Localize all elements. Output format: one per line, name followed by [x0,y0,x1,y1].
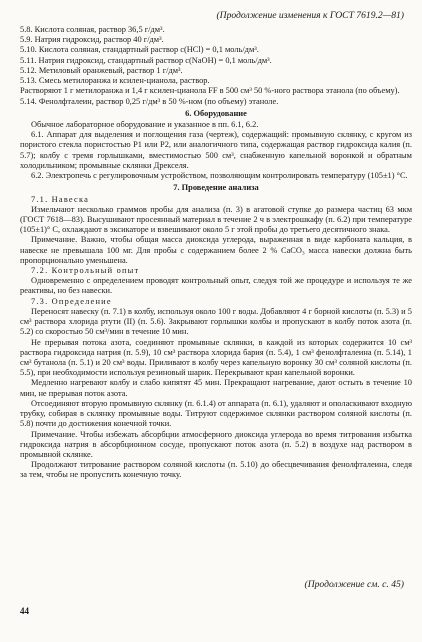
note-7-3: Примечание. Чтобы избежать абсорбции атмосферного диоксида углерода во время титрования избытка гидроксида натрия в абсорбционном сосуде, пропускают поток азота (п. 5.2) в воздухе над раствором в промывной склянке. [20,429,412,459]
item-5-8: 5.8. Кислота соляная, раствор 36,5 г/дм³. [20,25,165,34]
equipment-intro: Обычное лабораторное оборудование и указанное в пп. 6.1, 6.2. [31,119,259,129]
item-7-3-title: 7.3. Определение [31,296,112,306]
continuation-header: (Продолжение изменения к ГОСТ 7619.2—81) [216,10,404,21]
item-5-13: 5.13. Смесь метилоранжа и ксилен-цианола, раствор. [20,76,210,86]
page-number: 44 [20,606,29,616]
note-7-1: Примечание. Важно, чтобы общая масса диоксида углерода, выраженная в виде карбоната кальция, в навеске не превышала 100 мг. Для пробы с содержанием более 2 % CaCO₃ масса навески должна быть пропорционально уменьшена. [20,235,412,265]
item-5-13-text: Растворяют 1 г метилоранжа и 1,4 г ксилен-цианола FF в 500 см³ 50 %-ного раствора этанола (по объему). [20,86,400,96]
item-7-3-text-5: Продолжают титрование раствором соляной кислоты (п. 5.10) до обесцвечивания фенолфталеина, следя за тем, чтобы не пропустить конечную точку. [20,460,412,480]
item-7-1-title: 7.1. Навеска [31,194,90,204]
section-6-heading: 6. Оборудование [185,108,247,118]
item-5-11: 5.11. Натрия гидроксид, стандартный раствор c(NaOH) = 0,1 моль/дм³. [20,55,272,65]
item-5-12: 5.12. Метиловый оранжевый, раствор 1 г/дм³. [20,65,183,75]
section-7-heading: 7. Проведение анализа [173,183,259,193]
item-6-2: 6.2. Электропечь с регулировочным устройством, позволяющим контролировать температуру (105±1) °С. [31,171,408,181]
item-7-3-text-4: Отсоединяют вторую промывную склянку (п. 6.1.4) от аппарата (п. 6.1), удаляют и ополаскивают входную трубку, собирая в склянку промывные воды. Титруют содержимое склянки раствором соляной кислоты (п. 5.8) почти до достижения конечной точки. [20,398,412,429]
item-7-3-text-1: Переносят навеску (п. 7.1) в колбу, используя около 100 г воды. Добавляют 4 г борной кислоты (п. 5.3) и 5 см³ раствора хлорида ртути (II) (п. 5.6). Закрывают горлышки колбы и пропускают в колбу поток азота (п. 5.2) со скоростью 50 см³/мин в течение 10 мин. [20,306,412,337]
item-7-1-text: Измельчают несколько граммов пробы для анализа (п. 3) в агатовой ступке до размера частиц 63 мкм (ГОСТ 7618—83). Высушивают просеянный материал в течение 2 ч в электрошкафу (п. 6.2) при температуре (105±1)° С, охлаждают в эксикаторе и взвешивают около 5 г этой пробы до третьего десятичного знака. [20,204,412,235]
item-5-10: 5.10. Кислота соляная, стандартный раствор c(HCl) = 0,1 моль/дм³. [20,45,259,55]
continuation-footer: (Продолжение см. с. 45) [304,579,404,590]
document-body [20,25,412,481]
item-7-2-text: Одновременно с определением проводят контрольный опыт, следуя той же процедуре и используя те же реактивы, но без навески. [20,276,412,296]
item-7-2-title: 7.2. Контрольный опыт [31,266,140,276]
item-5-14: 5.14. Фенолфталеин, раствор 0,25 г/дм³ в 50 %-ном (по объему) этаноле. [20,96,279,106]
item-7-3-text-3: Медленно нагревают колбу и слабо кипятят 45 мин. Прекращают нагревание, дают остыть в течение 10 мин, не прерывая поток азота. [20,378,412,398]
item-5-9: 5.9. Натрия гидроксид, раствор 40 г/дм³. [20,35,164,45]
item-7-3-text-2: Не прерывая потока азота, соединяют промывные склянки, в каждой из которых содержится 10 см³ раствора гидроксида натрия (п. 5.9), 10 см³ раствора хлорида бария (п. 5.4), 1 см³ фенолфталеина (п. 5.14), 1 см³ бутанола (п. 5.1) и 20 см³ воды. Приливают в колбу через капельную воронку 30 см³ соляной кислоты (п. 5.5), при необходимости используя резиновый шарик. Перекрывают кран капельной воронки. [20,337,412,378]
item-6-1: 6.1. Аппарат для выделения и поглощения газа (чертеж), содержащий: промывную склянку, с кругом из пористого стекла пористостью Р1 или Р2, или аналогичного типа, содержащая раствор гидроксида калия (п. 5.7); колбу с тремя горлышками, вместимостью 500 см³, снабженную капельной воронкой и обратным холодильником; промывные склянки Дрекселя. [20,130,412,170]
